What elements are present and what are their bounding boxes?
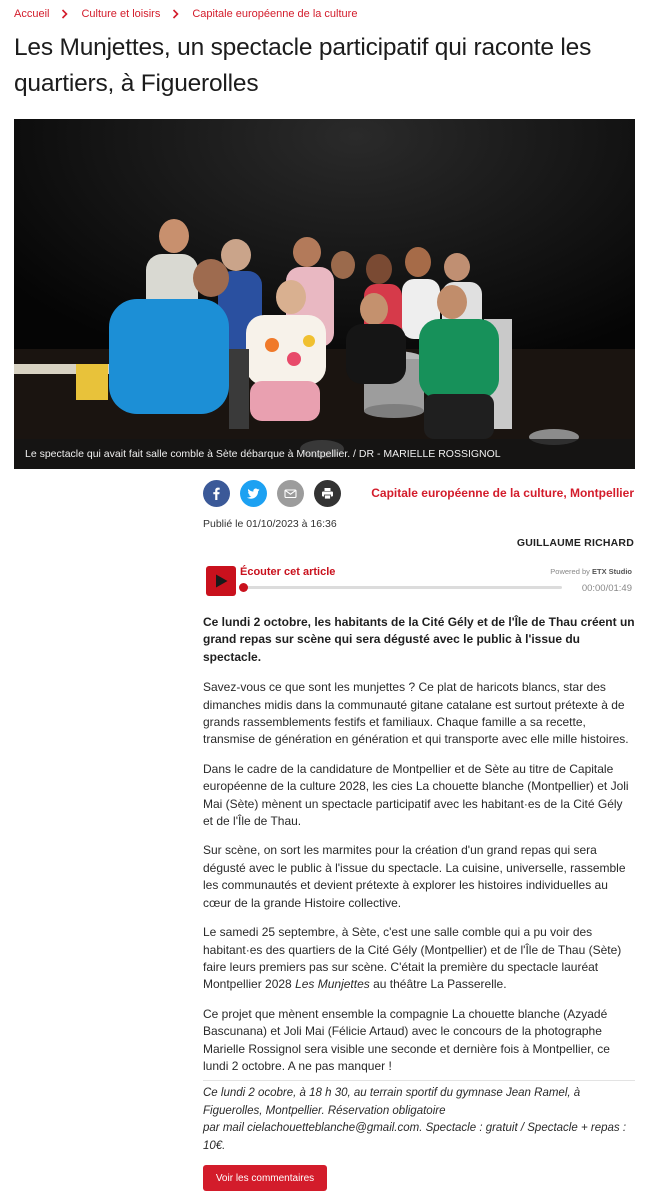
audio-player (203, 563, 634, 603)
photo-caption: Le spectacle qui avait fait salle comble à Sète débarque à Montpellier. / DR - MARIELLE ROSSIGNOL (14, 439, 635, 469)
powered-by-brand: ETX Studio (592, 567, 632, 576)
breadcrumb-culture-link[interactable]: Culture et loisirs (81, 8, 161, 20)
share-facebook-button[interactable] (203, 480, 230, 507)
play-button[interactable] (206, 566, 236, 596)
listen-article-label[interactable]: Écouter cet article (240, 566, 336, 578)
tag-separator: , (563, 486, 570, 500)
paragraph-text: Le samedi 25 septembre, à Sète, c'est une salle comble qui a pu voir des habitant·es des quartiers de la Cité Gély (Montpellier) et de l'Île de Thau (Sète) faire leurs premiers pas sur scène. C'était la première du spectacle lauréat Montpellier 2028 (203, 925, 622, 992)
article-paragraph (203, 924, 635, 994)
article-paragraph: Ce projet que mènent ensemble la compagnie La chouette blanche (Azyadé Bascunana) et Joli Mai (Félicie Artaud) avec le concours de la photographe Marielle Rossignol sera visible une seconde et dernière fois à Montpellier, ce lundi 2 octobre. A ne pas manquer ! (203, 1006, 610, 1073)
article-paragraph: Sur scène, on sort les marmites pour la création d'un grand repas qui sera dégusté avec le public à l'issue du spectacle. La cuisine, universelle, rassemble les communautés et devient prétexte à explorer les histoires individuelles au cœur de la grande Histoire collective. (203, 843, 626, 910)
article-headline: Les Munjettes, un spectacle participatif qui raconte les quartiers, à Figuerolles (14, 34, 592, 97)
print-icon (321, 487, 334, 500)
tag-link-capitale[interactable]: Capitale européenne de la culture (371, 486, 564, 500)
chevron-right-icon (172, 9, 179, 19)
info-line: Ce lundi 2 ocobre, à 18 h 30, au terrain sportif du gymnase Jean Ramel, à Figuerolles, Montpellier. Réservation obligatoire (203, 1087, 581, 1117)
hero-photo (14, 119, 635, 469)
share-mail-button[interactable] (277, 480, 304, 507)
audio-progress-track[interactable] (242, 586, 562, 589)
twitter-icon (247, 487, 260, 500)
tag-link-montpellier[interactable]: Montpellier (569, 486, 634, 500)
share-twitter-button[interactable] (240, 480, 267, 507)
facebook-icon (210, 487, 223, 500)
breadcrumb (14, 6, 357, 22)
share-buttons (203, 480, 341, 507)
article-paragraph: Savez-vous ce que sont les munjettes ? Ce plat de haricots blancs, star des dimanches midis dans la communauté gitane catalane est surtout prétexte à de grands rassemblements festifs et familiaux. Chaque famille a sa recette, transmise de génération en génération et qui transporte avec elle mille histoires. (203, 680, 629, 747)
play-icon (215, 574, 228, 588)
article-body (203, 614, 635, 1087)
powered-by (550, 567, 632, 576)
stage-photo-illustration (14, 119, 635, 469)
article-lead: Ce lundi 2 octobre, les habitants de la Cité Gély et de l'Île de Thau créent un grand repas sur scène qui sera dégusté avec le public à l'issue du spectacle. (203, 615, 635, 664)
publish-date: Publié le 01/10/2023 à 16:36 (203, 518, 337, 530)
powered-by-prefix: Powered by (550, 567, 590, 576)
view-comments-button[interactable]: Voir les commentaires (203, 1165, 327, 1191)
info-line: par mail cielachouetteblanche@gmail.com. Spectacle : gratuit / Spectacle + repas : 10€. (203, 1122, 627, 1152)
breadcrumb-capitale-link[interactable]: Capitale européenne de la culture (192, 8, 358, 20)
breadcrumb-home-link[interactable]: Accueil (14, 8, 50, 20)
practical-info (203, 1080, 635, 1155)
print-button[interactable] (314, 480, 341, 507)
mail-icon (284, 487, 297, 500)
audio-progress-handle[interactable] (239, 583, 248, 592)
author-name[interactable]: GUILLAUME RICHARD (516, 537, 634, 549)
audio-time: 00:00/01:49 (581, 583, 632, 594)
article-tags (371, 486, 634, 500)
paragraph-text: au théâtre La Passerelle. (369, 977, 507, 992)
show-title: Les Munjettes (295, 977, 370, 992)
chevron-right-icon (61, 9, 68, 19)
article-paragraph: Dans le cadre de la candidature de Montpellier et de Sète au titre de Capitale européenne de la culture 2028, les cies La chouette blanche (Montpellier) et Joli Mai (Sète) mènent un spectacle participatif avec les habitant·es de la Cité Gély et de l'Île de Thau. (203, 761, 629, 829)
